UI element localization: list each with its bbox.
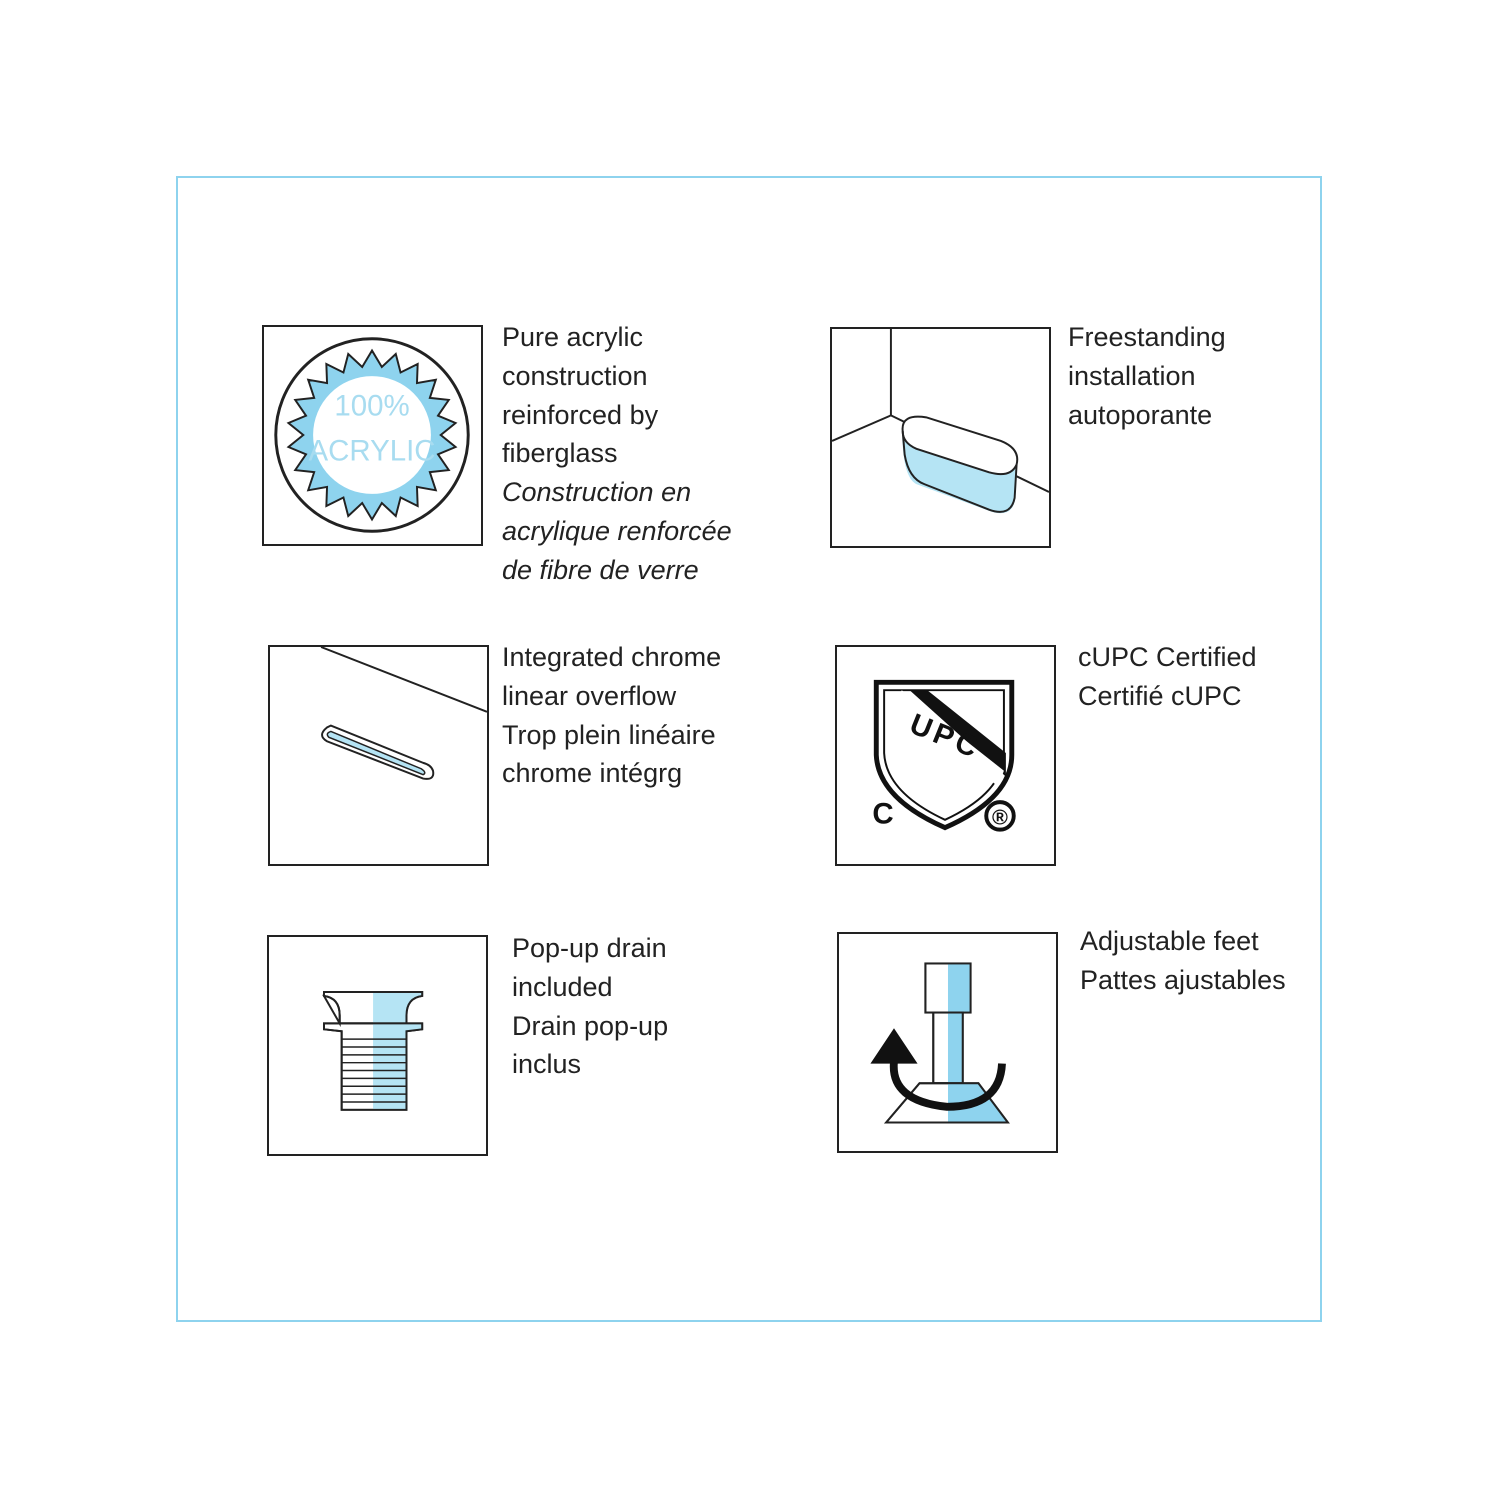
desc-line: chrome intégrg: [502, 758, 683, 789]
desc-line: Pop-up drain: [512, 933, 667, 963]
acrylic-seal-icon: [264, 327, 481, 544]
desc-line: cUPC Certified: [1078, 642, 1257, 672]
desc-line-fr: acrylique renforcée: [502, 515, 732, 546]
desc-line: Adjustable feet: [1080, 926, 1259, 956]
drain-tile: [267, 935, 488, 1156]
badge-acrylic: ACRYLIC: [308, 434, 436, 468]
desc-line: fiberglass: [502, 438, 618, 469]
desc-line: autoporante: [1068, 399, 1213, 430]
desc-line: Freestanding: [1068, 322, 1226, 352]
desc-line: Trop plein linéaire: [502, 719, 716, 750]
registered-mark: ®: [992, 804, 1008, 830]
desc-line: Drain pop-up: [512, 1010, 669, 1041]
desc-line: installation: [1068, 360, 1196, 391]
upc-letters: UPC: [905, 707, 986, 766]
acrylic-tile: [262, 325, 483, 546]
desc-line: inclus: [512, 1049, 582, 1080]
desc-line: reinforced by: [502, 399, 659, 430]
desc-line: construction: [502, 360, 648, 391]
overflow-tile: [268, 645, 489, 866]
desc-line: Integrated chrome: [502, 642, 722, 672]
feet-tile: [837, 932, 1058, 1153]
freestanding-tub-icon: [832, 329, 1049, 546]
desc-line: Pure acrylic: [502, 322, 644, 352]
desc-line: included: [512, 971, 613, 1002]
freestanding-tile: [830, 327, 1051, 548]
desc-line: Pattes ajustables: [1080, 964, 1286, 995]
freestanding-description: [1068, 318, 1226, 434]
feet-description: [1080, 922, 1286, 1000]
desc-line: Certifié cUPC: [1078, 680, 1242, 711]
badge-percent: 100%: [334, 389, 410, 423]
linear-overflow-icon: [270, 647, 487, 864]
acrylic-description: [502, 318, 732, 590]
popup-drain-icon: [269, 937, 486, 1154]
cupc-shield-icon: [837, 647, 1054, 864]
adjustable-foot-icon: [839, 934, 1056, 1151]
cupc-description: [1078, 638, 1257, 716]
desc-line-fr: de fibre de verre: [502, 554, 699, 585]
drain-description: [512, 929, 668, 1084]
overflow-description: [502, 638, 721, 793]
c-mark: C: [872, 797, 894, 831]
desc-line: linear overflow: [502, 680, 677, 711]
cupc-tile: [835, 645, 1056, 866]
desc-line-fr: Construction en: [502, 477, 692, 508]
